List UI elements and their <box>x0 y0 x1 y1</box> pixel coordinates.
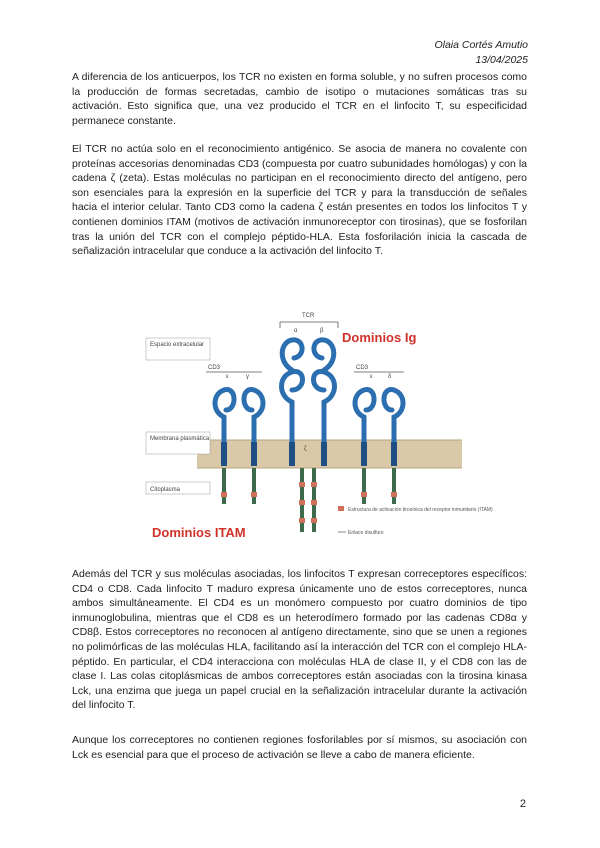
label-dominios-itam: Dominios ITAM <box>152 525 246 540</box>
tcr-diagram <box>142 292 493 552</box>
label-cd3-left: CD3 <box>208 365 221 371</box>
label-cd3-right: CD3 <box>356 365 369 371</box>
label-epsilon-left: ε <box>226 374 229 380</box>
plasma-membrane <box>197 440 462 468</box>
label-alpha: α <box>294 328 298 334</box>
legend-itam: Estructura de activación tirosínica del receptor inmunitario (ITAM) <box>348 507 493 513</box>
itam-motifs <box>221 482 397 523</box>
page-header <box>434 38 528 68</box>
author-name: Olaia Cortés Amutio <box>434 39 528 51</box>
figure-legend <box>338 506 493 536</box>
label-beta: β <box>320 328 324 334</box>
tcr-complex-figure <box>142 292 493 552</box>
paragraph-tcr-soluble: A diferencia de los anticuerpos, los TCR no existen en forma soluble, y no sufren procesos como la producción de formas secretadas, cambio de isotipo o mutaciones somáticas tras su activación. Esto significa que, una vez producido el TCR en el linfocito T, su especificidad permanece constante. <box>72 71 527 127</box>
label-epsilon-right: ε <box>370 374 373 380</box>
page-number: 2 <box>519 798 526 810</box>
paragraph-cd3-zeta: El TCR no actúa solo en el reconocimiento antigénico. Se asocia de manera no covalente con proteínas accesorias denominadas CD3 (compuesta por cuatro subunidades homólogas) y con la cadena ζ (zeta). Estas moléculas no participan en el reconocimiento directo del antígeno, pero son esenciales para la expresión en la superficie del TCR y para la transducción de señales hacia el interior celular. Tanto CD3 como la cadena ζ están presentes en todos los linfocitos T y contienen dominios ITAM (motivos de activación inmunoreceptor con tirosinas), que se fosforilan tras la unión del TCR con el complejo péptido-HLA. Esta fosforilación inicia la cascada de señalización intracelular que conduce a la activación del linfocito T. <box>72 143 527 258</box>
ig-domains <box>215 340 403 442</box>
label-membrana: Membrana plasmática <box>150 436 210 442</box>
label-citoplasma: Citoplasma <box>150 487 181 493</box>
label-tcr: TCR <box>302 313 315 319</box>
label-gamma: γ <box>246 374 249 380</box>
label-dominios-ig: Dominios Ig <box>342 330 417 345</box>
label-espacio: Espacio extracelular <box>150 342 205 348</box>
itam-chains <box>224 468 394 532</box>
label-delta: δ <box>388 374 392 380</box>
paragraph-lck: Aunque los correceptores no contienen regiones fosforilables por sí mismos, su asociación con Lck es esencial para que el proceso de activación se lleve a cabo de manera eficiente. <box>72 734 527 761</box>
legend-disulfuro: Enlace disulfuro <box>348 530 384 536</box>
label-zeta: ζ <box>304 446 307 452</box>
paragraph-correceptores: Además del TCR y sus moléculas asociadas, los linfocitos T expresan correceptores específicos: CD4 o CD8. Cada linfocito T maduro expresa únicamente uno de estos correceptores, nunca ambos simultáneamente. El CD4 es un monómero compuesto por cuatro dominios de tipo inmunoglobulina, mientras que el CD8 es un heterodímero formado por las cadenas CD8α y CD8β. Estos correceptores no reconocen al antígeno directamente, sino que se unen a regiones no polimórficas de las moléculas HLA, facilitando así la interacción del TCR con el complejo HLA-péptido. En particular, el CD4 interacciona con moléculas HLA de clase II, y el CD8 con las de clase I. Las colas citoplásmicas de ambos correceptores están asociadas con la tirosina kinasa Lck, una enzima que juega un papel crucial en la señalización intracelular durante la activación del linfocito T. <box>72 568 527 712</box>
header-date: 13/04/2025 <box>475 54 528 66</box>
